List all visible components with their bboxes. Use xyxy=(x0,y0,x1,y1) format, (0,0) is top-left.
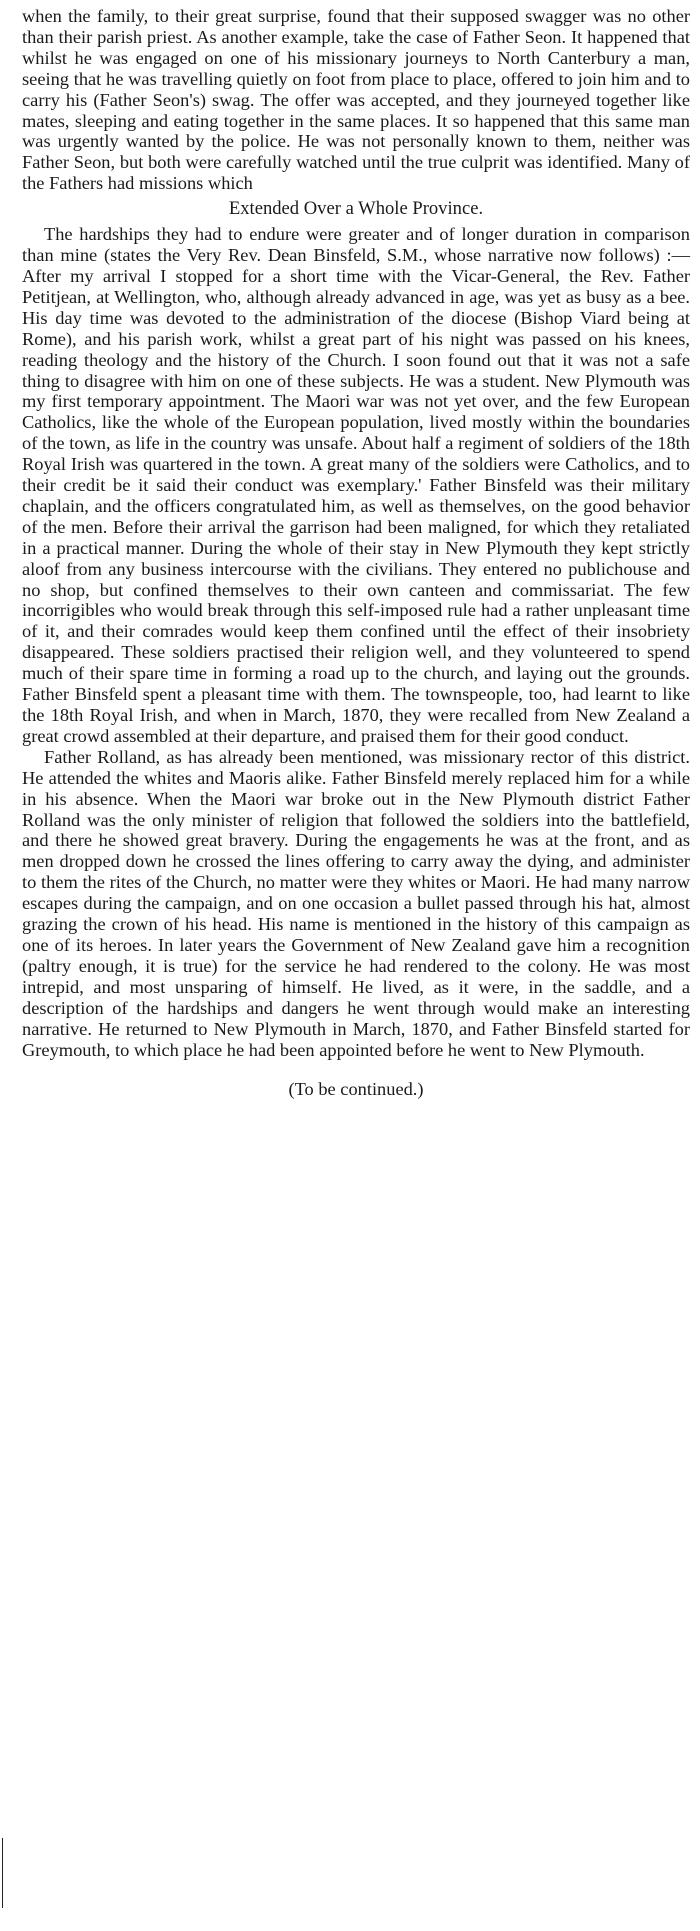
continued-notice: (To be continued.) xyxy=(288,1079,424,1100)
section-subheading: Extended Over a Whole Province. xyxy=(228,198,484,220)
paragraph-opening: when the family, to their great surprise, found that their supposed swagger was no other than their parish priest. As another example, take the case of Father Seon. It happened that whilst he was engaged on one of his missionary journeys to North Canterbury a man, seeing that he was travelling quietly on foot from place to place, offered to join him and to carry his (Father Seon's) swag. The offer was accepted, and they journeyed together like mates, sleeping and eating together in the same places. It so happened that this same man was urgently wanted by the police. He was not personally known to them, neither was Father Seon, but both were carefully watched until the true culprit was identified. Many of the Fathers had missions which xyxy=(22,6,690,194)
paragraph-father-rolland: Father Rolland, as has already been mentioned, was missionary rector of this district. He attended the whites and Maoris alike. Father Binsfeld merely replaced him for a while in his absence. When the Maori war broke out in the New Plymouth district Father Rolland was the only minister of religion that followed the soldiers into the battlefield, and there he showed great bravery. During the engagements he was at the front, and as men dropped down he crossed the lines offering to carry away the dying, and administer to them the rites of the Church, no matter were they whites or Maori. He had many narrow escapes during the campaign, and on one occasion a bullet passed through his hat, almost grazing the crown of his head. His name is mentioned in the history of this campaign as one of its heroes. In later years the Government of New Zealand gave him a recognition (paltry enough, it is true) for the service he had rendered to the colony. He was most intrepid, and most unsparing of himself. He lived, as it were, in the saddle, and a description of the hardships and dangers he went through would make an interesting narrative. He returned to New Plymouth in March, 1870, and Father Binsfeld started for Greymouth, to which place he had been appointed before he went to New Plymouth. xyxy=(22,746,690,1060)
paragraph-binsfeld-narrative: The hardships they had to endure were greater and of longer duration in comparison than mine (states the Very Rev. Dean Binsfeld, S.M., whose narrative now follows) :—After my arrival I stopped for a short time with the Vicar-General, the Rev. Father Petitjean, at Wellington, who, although already advanced in age, was yet as busy as a bee. His day time was devoted to the administration of the diocese (Bishop Viard being at Rome), and his parish work, whilst a great part of his night was passed on his knees, reading theology and the history of the Church. I soon found out that it was not a safe thing to disagree with him on one of these subjects. He was a student. New Plymouth was my first temporary appointment. The Maori war was not yet over, and the few European Catholics, like the whole of the European population, lived mostly within the boundaries of the town, as life in the country was unsafe. About half a regiment of soldiers of the 18th Royal Irish was quartered in the town. A great many of the soldiers were Catholics, and to their credit be it said their conduct was exemplary.' Father Binsfeld was their military chaplain, and the officers congratulated him, as well as themselves, on the good behavior of the men. Before their arrival the garrison had been maligned, for which they retaliated in a practical manner. During the whole of their stay in New Plymouth they kept strictly aloof from any business intercourse with the civilians. They entered no publichouse and no shop, but confined themselves to their own canteen and commissariat. The few incorrigibles who would break through this self-imposed rule had a rather unpleasant time of it, and their comrades would keep them confined until the effect of their insobriety disappeared. These soldiers practised their religion well, and they volunteered to spend much of their spare time in forming a road up to the church, and laying out the grounds. Father Binsfeld spent a pleasant time with them. The townspeople, too, had learnt to like the 18th Royal Irish, and when in March, 1870, they were recalled from New Zealand a great crowd assembled at their departure, and praised them for their good conduct. xyxy=(22,224,690,746)
margin-rule xyxy=(2,1838,3,1908)
